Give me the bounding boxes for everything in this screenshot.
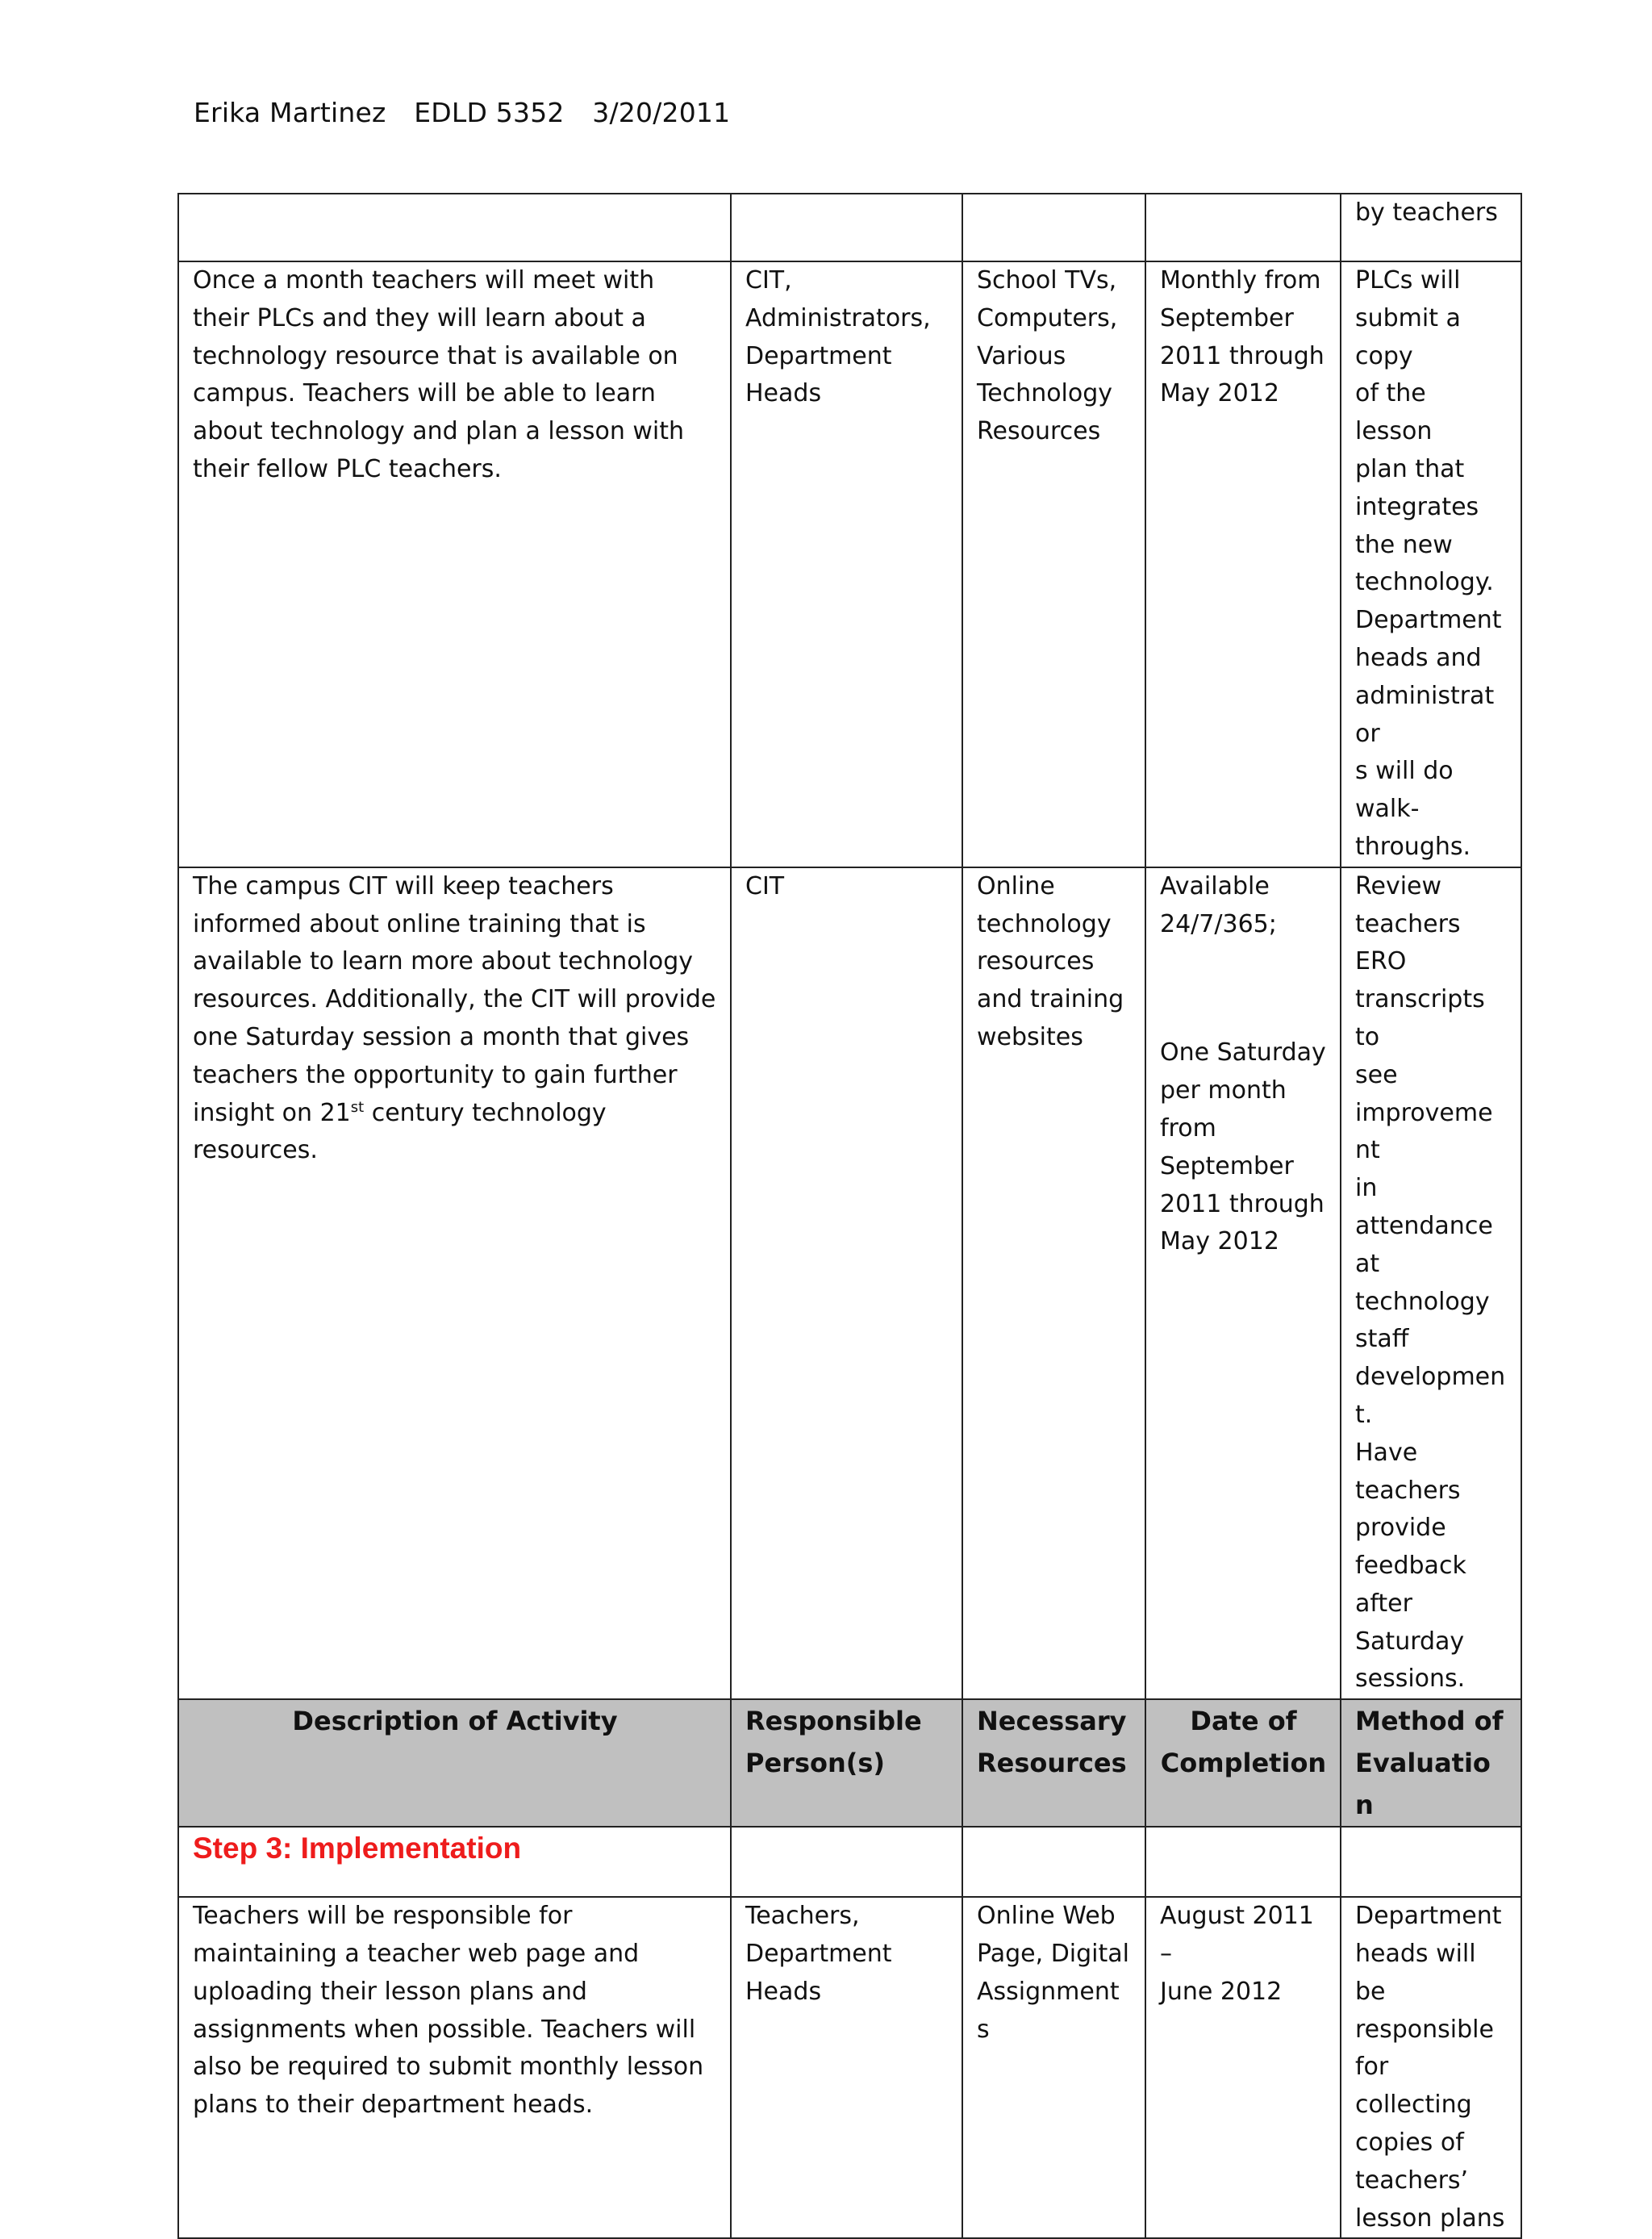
evaluation-line: in attendance (1355, 1174, 1493, 1240)
persons-cell (731, 261, 962, 867)
resources-cell (962, 261, 1145, 867)
evaluation-cell (1341, 1827, 1521, 1897)
persons-line: Heads (745, 1977, 822, 2006)
evaluation-line: teachers’ (1355, 2166, 1469, 2195)
evaluation-line: provide (1355, 1514, 1446, 1543)
evaluation-line: feedback (1355, 1552, 1466, 1581)
author-name: Erika Martinez (194, 97, 386, 128)
evaluation-line: responsible (1355, 2015, 1494, 2044)
header-label: Evaluation (1355, 1748, 1491, 1821)
evaluation-line: the new (1355, 530, 1453, 559)
date-cell (1145, 1897, 1341, 2238)
header-label: Description of Activity (292, 1706, 618, 1737)
persons-line: Heads (745, 379, 822, 408)
date-line: 2011 through (1160, 341, 1325, 370)
persons-cell (731, 1897, 962, 2238)
date-line: per month (1160, 1076, 1287, 1105)
activity-text: Once a month teachers will meet with their PLCs and they will learn about a technology resource that is available on campus. Teachers will be able to learn about technology and plan a lesson with their fellow PLC teachers. (193, 266, 685, 483)
date-cell (1145, 194, 1341, 261)
activity-cell (178, 194, 731, 261)
activity-cell (178, 261, 731, 867)
resources-line: Online Web (977, 1902, 1116, 1931)
evaluation-line: transcripts to (1355, 985, 1485, 1051)
persons-line: Department (745, 341, 892, 370)
evaluation-line: at technology (1355, 1249, 1490, 1316)
resources-cell (962, 1827, 1145, 1897)
header-label: Responsible (745, 1706, 922, 1737)
date-line: May 2012 (1160, 379, 1279, 408)
resources-line: websites (977, 1022, 1083, 1051)
header-label: Person(s) (745, 1748, 886, 1779)
evaluation-line: lesson plans (1355, 2203, 1505, 2233)
evaluation-line: Department (1355, 606, 1502, 635)
resources-cell (962, 194, 1145, 261)
date-cell (1145, 1827, 1341, 1897)
persons-line: CIT, (745, 266, 792, 294)
document-date: 3/20/2011 (592, 97, 731, 128)
header-label: Resources (977, 1748, 1127, 1779)
evaluation-line: sessions. (1355, 1665, 1466, 1694)
evaluation-cell (1341, 194, 1521, 261)
persons-cell (731, 1827, 962, 1897)
activity-cell (178, 1897, 731, 2238)
evaluation-line: see (1355, 1060, 1398, 1089)
persons-line: Teachers, (745, 1902, 860, 1931)
evaluation-line: Have (1355, 1438, 1418, 1467)
evaluation-line: s will do (1355, 757, 1454, 786)
evaluation-line: administrator (1355, 681, 1495, 748)
page-header (194, 97, 749, 128)
table-row (178, 867, 1521, 1700)
date-line: Monthly from (1160, 266, 1321, 294)
evaluation-line: PLCs will (1355, 266, 1461, 294)
header-date (1145, 1699, 1341, 1827)
evaluation-line: development. (1355, 1363, 1506, 1429)
action-plan-table (177, 193, 1522, 2239)
resources-line: and training (977, 985, 1124, 1014)
persons-line: CIT (745, 871, 785, 900)
header-activity (178, 1699, 731, 1827)
evaluation-line: Department (1355, 1902, 1502, 1931)
evaluation-line: technology. (1355, 568, 1494, 597)
evaluation-line: heads will be (1355, 1940, 1476, 2006)
evaluation-line: of the lesson (1355, 379, 1433, 446)
evaluation-line: walk- (1355, 795, 1420, 824)
table-header-row (178, 1699, 1521, 1827)
evaluation-line: improvement (1355, 1098, 1493, 1165)
evaluation-cell (1341, 867, 1521, 1700)
evaluation-line: Review (1355, 871, 1442, 900)
date-line: September (1160, 1151, 1294, 1180)
evaluation-line: for collecting (1355, 2053, 1472, 2120)
date-line: September (1160, 303, 1294, 332)
date-line: May 2012 (1160, 1227, 1279, 1256)
resources-cell (962, 1897, 1145, 2238)
persons-cell (731, 194, 962, 261)
date-line: August 2011 – (1160, 1902, 1314, 1969)
spacer (1160, 980, 1327, 1034)
date-line: from (1160, 1113, 1216, 1142)
table-row (178, 1897, 1521, 2238)
activity-text: Teachers will be responsible for maintaining a teacher web page and uploading their lesson plans and assignments when possible. Teachers will also be required to submit monthly lesson plans to their department heads. (193, 1902, 704, 2120)
ordinal-superscript: st (350, 1098, 365, 1116)
persons-line: Department (745, 1940, 892, 1969)
table-row (178, 194, 1521, 261)
resources-line: resources (977, 947, 1095, 976)
evaluation-line: teachers ERO (1355, 909, 1461, 976)
resources-line: Resources (977, 417, 1101, 446)
resources-line: Assignments (977, 1977, 1120, 2044)
persons-cell (731, 867, 962, 1700)
resources-line: Page, Digital (977, 1940, 1129, 1969)
header-resources (962, 1699, 1145, 1827)
date-line: June 2012 (1160, 1977, 1283, 2006)
persons-line: Administrators, (745, 303, 931, 332)
evaluation-line: after (1355, 1589, 1412, 1618)
header-label: Method of (1355, 1706, 1504, 1737)
activity-text-end: century technology resources. (193, 1098, 607, 1165)
step-row (178, 1827, 1521, 1897)
date-cell (1145, 867, 1341, 1700)
evaluation-line: staff (1355, 1325, 1409, 1354)
header-label: Necessary (977, 1706, 1127, 1737)
date-line: One Saturday (1160, 1038, 1326, 1067)
resources-line: School TVs, (977, 266, 1117, 294)
resources-line: Various (977, 341, 1066, 370)
evaluation-line: throughs. (1355, 832, 1471, 861)
evaluation-line: integrates (1355, 492, 1479, 521)
table-row (178, 261, 1521, 867)
evaluation-cell (1341, 1897, 1521, 2238)
resources-line: Technology (977, 379, 1113, 408)
header-evaluation (1341, 1699, 1521, 1827)
evaluation-line: copies of (1355, 2128, 1464, 2158)
date-cell (1145, 261, 1341, 867)
resources-line: Computers, (977, 303, 1118, 332)
date-line: Available (1160, 871, 1270, 900)
header-persons (731, 1699, 962, 1827)
step-title: Step 3: Implementation (193, 1832, 522, 1865)
date-line: 24/7/365; (1160, 909, 1277, 938)
header-label: Date of (1190, 1706, 1297, 1737)
date-line: 2011 through (1160, 1189, 1325, 1218)
spacer (1160, 943, 1327, 980)
resources-line: Online (977, 871, 1055, 900)
resources-line: technology (977, 909, 1112, 938)
evaluation-cell (1341, 261, 1521, 867)
header-label: Completion (1160, 1748, 1327, 1779)
evaluation-line: Saturday (1355, 1627, 1465, 1656)
evaluation-line: heads and (1355, 643, 1482, 672)
resources-cell (962, 867, 1145, 1700)
evaluation-line: submit a copy (1355, 303, 1461, 370)
activity-text: The campus CIT will keep teachers informed about online training that is available to learn more about technology resources. Additionally, the CIT will provide one Saturday session a month that gives teachers the opportunity to gain further insight on 21 (193, 871, 716, 1127)
course-code: EDLD 5352 (414, 97, 565, 128)
evaluation-line: plan that (1355, 454, 1465, 483)
evaluation-line: teachers (1355, 1476, 1461, 1505)
evaluation-text: by teachers (1355, 198, 1498, 227)
step-cell (178, 1827, 731, 1897)
activity-cell (178, 867, 731, 1700)
